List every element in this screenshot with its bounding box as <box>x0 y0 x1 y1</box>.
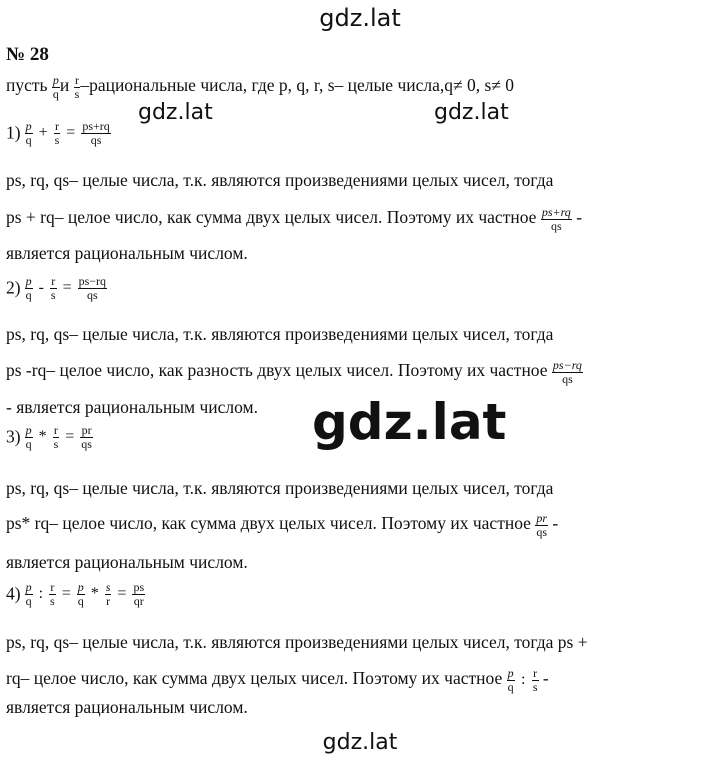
operator: + <box>38 124 48 142</box>
fraction-p-q: $\frac{p}{q}$ <box>77 580 84 608</box>
fraction-r-s: $\frac{r}{s}$ <box>50 274 56 302</box>
operator: : <box>521 671 526 689</box>
problem-number: № 28 <box>6 44 49 65</box>
fraction-r-s: $\frac{r}{s}$ <box>54 119 60 147</box>
text-line: ps, rq, qs– целые числа, т.к. являются произведениями целых чисел, тогда <box>6 478 554 498</box>
fraction-quotient: $\frac{pr}{qs}$ <box>536 511 547 539</box>
text-line: является рациональным числом. <box>6 697 248 717</box>
fraction-r-s: $\frac{r}{s}$ <box>53 423 59 451</box>
formula-4 <box>6 581 145 607</box>
watermark-big: gdz.lat <box>312 393 507 451</box>
operator: : <box>38 585 44 603</box>
text-line: rq– целое число, как сумма двух целых чисел. Поэтому их частное $\frac{p}{q}$ : $\frac{r}{s}$ - <box>6 666 549 694</box>
watermark-small-right: gdz.lat <box>434 100 509 125</box>
fraction-r-s: $\frac{r}{s}$ <box>74 73 80 101</box>
fraction-result: $\frac{pr}{qs}$ <box>81 423 92 451</box>
fraction-quotient: $\frac{ps+rq}{qs}$ <box>541 205 571 233</box>
fraction-result: $\frac{ps-rq}{qs}$ <box>78 274 107 302</box>
text-line: ps -rq– целое число, как разность двух целых чисел. Поэтому их частное $\frac{ps-rq}{qs}$ <box>6 358 582 386</box>
text-line: ps + rq– целое число, как сумма двух целых чисел. Поэтому их частное $\frac{ps+rq}{qs}$ - <box>6 205 583 233</box>
item-label: 4) <box>6 583 21 604</box>
item-label: 3) <box>6 426 21 447</box>
fraction-p-q: $\frac{p}{q}$ <box>25 423 32 451</box>
equals: = <box>61 585 71 603</box>
item-label: 1) <box>6 122 21 143</box>
equals: = <box>65 428 75 446</box>
equals: = <box>62 279 72 297</box>
fraction-result: $\frac{ps+rq}{qs}$ <box>82 119 110 147</box>
watermark-bottom: gdz.lat <box>322 730 398 755</box>
text-line: ps* rq– целое число, как сумма двух целых чисел. Поэтому их частное $\frac{pr}{qs}$ - <box>6 511 559 539</box>
intro-after: –рациональные числа, где p, q, r, s– целые числа,q≠ 0, s≠ 0 <box>80 75 515 96</box>
text-line: - является рациональным числом. <box>6 397 258 417</box>
fraction-r-s: $\frac{r}{s}$ <box>50 580 55 608</box>
text-line: является рациональным числом. <box>6 243 248 263</box>
fraction-result: $\frac{ps}{qr}$ <box>133 580 145 608</box>
operator: - <box>38 279 44 297</box>
fraction-p-q: $\frac{p}{q}$ <box>25 580 32 608</box>
operator: * <box>38 428 47 446</box>
text-line: ps, rq, qs– целые числа, т.к. являются произведениями целых чисел, тогда ps + <box>6 632 588 652</box>
formula-1 <box>6 120 111 146</box>
equals: = <box>66 124 76 142</box>
intro-line <box>6 74 514 100</box>
fraction-p-q: $\frac{p}{q}$ <box>52 73 59 101</box>
intro-before: пусть <box>6 75 48 96</box>
intro-and: и <box>59 75 70 96</box>
fraction-r-s: $\frac{r}{s}$ <box>532 666 538 694</box>
watermark-small-left: gdz.lat <box>138 100 213 125</box>
formula-3 <box>6 424 93 450</box>
watermark-top: gdz.lat <box>319 4 401 32</box>
formula-2 <box>6 275 107 301</box>
text-line: ps, rq, qs– целые числа, т.к. являются произведениями целых чисел, тогда <box>6 170 554 190</box>
fraction-p-q: $\frac{p}{q}$ <box>25 119 32 147</box>
operator: * <box>90 585 99 603</box>
fraction-quotient: $\frac{ps-rq}{qs}$ <box>552 358 582 386</box>
item-label: 2) <box>6 277 21 298</box>
fraction-p-q: $\frac{p}{q}$ <box>507 666 514 694</box>
text-line: является рациональным числом. <box>6 552 248 572</box>
fraction-s-r: $\frac{s}{r}$ <box>105 580 111 608</box>
equals: = <box>117 585 127 603</box>
text-line: ps, rq, qs– целые числа, т.к. являются произведениями целых чисел, тогда <box>6 324 554 344</box>
fraction-p-q: $\frac{p}{q}$ <box>25 274 32 302</box>
